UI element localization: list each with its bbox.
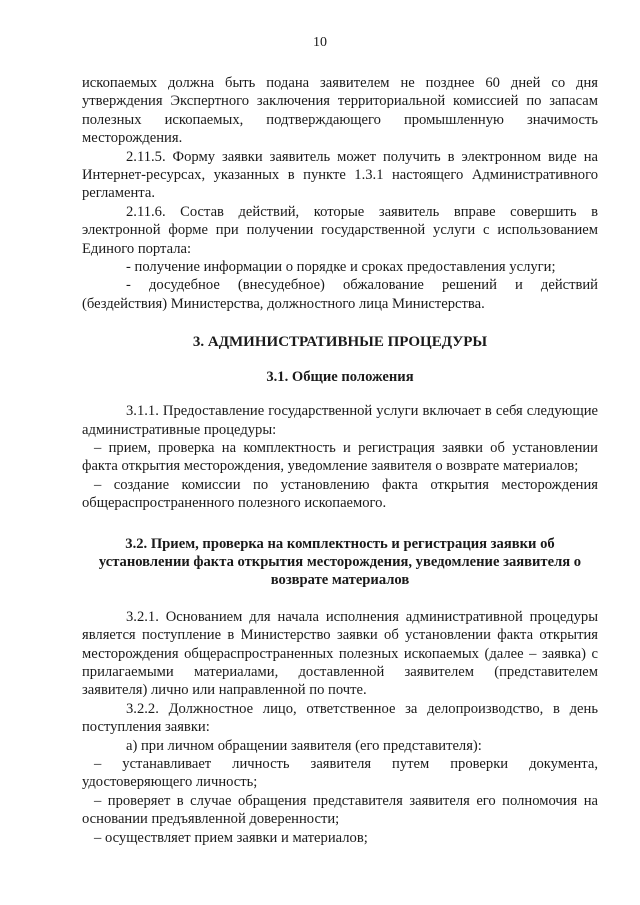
paragraph-3-2-1: 3.2.1. Основанием для начала исполнения административной процедуры является поступление в Министерство заявки об установлении факта открытия месторождения общераспространенных полезных ископаемых (далее – заявка) с прилагаемыми материалами, доставленной заявителем (представителем заявителя) лично или направленной по почте. [82,608,598,699]
list-item-appeal: - досудебное (внесудебное) обжалование решений и действий (бездействия) Министерства, должностного лица Министерства. [82,277,598,312]
section-title: 3. АДМИНИСТРАТИВНЫЕ ПРОЦЕДУРЫ [192,334,488,351]
page-number: 10 [313,35,327,50]
list-item-info: - получение информации о порядке и сроках предоставления услуги; [126,259,556,276]
list-item-procedure-1: – прием, проверка на комплектность и регистрация заявки об установлении факта открытия месторождения, уведомление заявителя о возврате материалов; [82,439,598,475]
paragraph-3-1-1: 3.1.1. Предоставление государственной услуги включает в себя следующие административные процедуры: [82,403,598,438]
list-item-accept: – осуществляет прием заявки и материалов; [94,829,368,846]
paragraph-2-11-6: 2.11.6. Состав действий, которые заявитель вправе совершить в электронной форме при получении государственной услуги с использованием Единого портала: [82,203,598,257]
list-item-procedure-2: – создание комиссии по установлению факта открытия месторождения общераспространенного полезного ископаемого. [82,476,598,512]
list-item-authority: – проверяет в случае обращения представителя заявителя его полномочия на основании предъявленной доверенности; [82,792,598,828]
paragraph-continuation: ископаемых должна быть подана заявителем не позднее 60 дней со дня утверждения Экспертного заключения территориальной комиссией по запасам полезных ископаемых, подтверждающего промышленную значимость месторождения. [82,75,598,147]
subsection-title-3-2: 3.2. Прием, проверка на комплектность и регистрация заявки об установлении факта открытия месторождения, уведомление заявителя о возврате материалов [98,535,582,589]
paragraph-3-2-2: 3.2.2. Должностное лицо, ответственное за делопроизводство, в день поступления заявки: [82,700,598,736]
list-item-personal-request: а) при личном обращении заявителя (его представителя): [126,737,482,754]
paragraph-2-11-5: 2.11.5. Форму заявки заявитель может получить в электронном виде на Интернет-ресурсах, указанных в пункте 1.3.1 настоящего Административного регламента. [82,148,598,202]
list-item-identity: – устанавливает личность заявителя путем проверки документа, удостоверяющего личность; [82,756,598,791]
subsection-title-3-1: 3.1. Общие положения [266,368,414,385]
document-body [82,74,598,847]
